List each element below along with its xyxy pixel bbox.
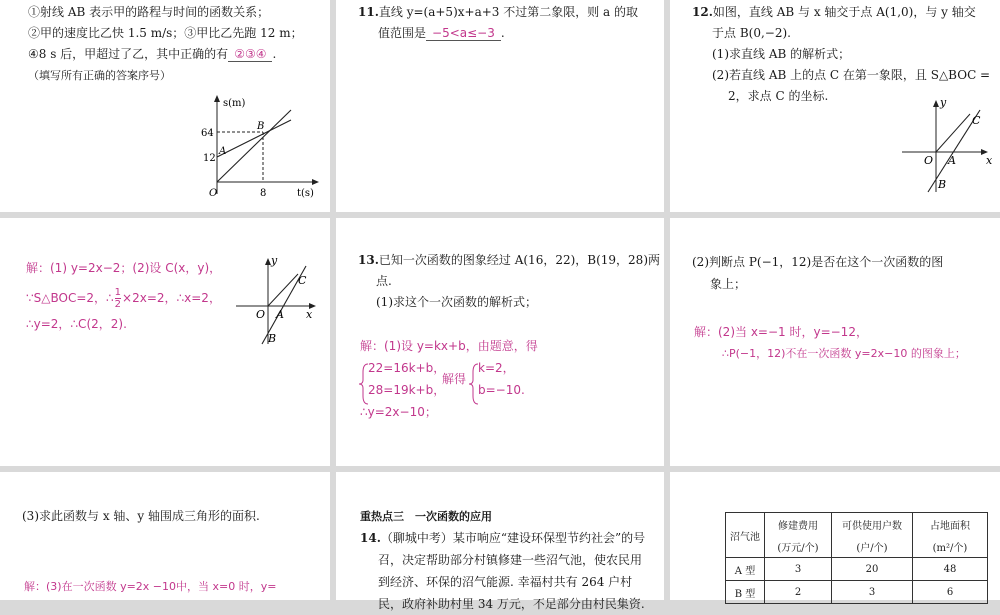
fraction-denominator: 2 bbox=[114, 299, 122, 310]
header-type: 沼气池 bbox=[726, 513, 765, 558]
row-b-type: B 型 bbox=[726, 581, 765, 604]
q12-line-3: (1)求直线 AB 的解析式； bbox=[712, 47, 851, 61]
q11-line-1 bbox=[358, 2, 638, 23]
distance-time-graph bbox=[195, 92, 325, 207]
q12-coordinate-graph bbox=[898, 96, 998, 196]
row-a-cost: 3 bbox=[765, 558, 832, 581]
unit-area: (m²/个) bbox=[913, 535, 988, 558]
sol12-line-2a: ∵S△BOC=2，∴ bbox=[26, 291, 114, 305]
row-b-households: 3 bbox=[832, 581, 913, 604]
biogas-table bbox=[725, 512, 988, 604]
q13-line-3: (1)求这个一次函数的解析式； bbox=[376, 295, 537, 309]
q14-number: 14. bbox=[360, 531, 381, 545]
q13-number: 13. bbox=[358, 253, 379, 267]
table-header-row bbox=[726, 513, 988, 536]
q14-text: （聊城中考）某市响应“建设环保型节约社会”的号 bbox=[380, 531, 646, 545]
panel-question-12 bbox=[670, 0, 1000, 212]
x-axis-arrow bbox=[312, 179, 319, 185]
panel-question-13 bbox=[336, 218, 664, 466]
sol12-line-2b: ×2x=2，∴x=2， bbox=[122, 291, 221, 305]
y-axis-label: s(m) bbox=[223, 98, 246, 109]
tick-8: 8 bbox=[260, 188, 267, 199]
solve-label: 解得 bbox=[442, 372, 467, 386]
q13-line-2: 点. bbox=[376, 274, 392, 288]
sol12-line-2 bbox=[26, 287, 221, 310]
table-row bbox=[726, 581, 988, 604]
a-label: A bbox=[948, 154, 956, 167]
answer-blank: ②③④ bbox=[228, 47, 272, 62]
sol12-line-3: ∴y=2，∴C(2，2). bbox=[26, 317, 127, 331]
point-a-label: A bbox=[219, 146, 227, 157]
q13-3-line-1: (3)求此函数与 x 轴、y 轴围成三角形的面积. bbox=[22, 509, 260, 523]
panel-question-13-part3 bbox=[0, 472, 330, 600]
o-label: O bbox=[256, 308, 266, 321]
line-yi bbox=[217, 120, 291, 157]
q11-end: . bbox=[500, 26, 505, 40]
line-jia bbox=[217, 110, 291, 182]
table-unit-row bbox=[726, 535, 988, 558]
q11-line-2 bbox=[378, 23, 505, 44]
sol13-line-4: ∴y=2x−10； bbox=[360, 405, 437, 419]
q11-number: 11. bbox=[358, 5, 379, 19]
y-label: y bbox=[271, 254, 278, 267]
row-b-area: 6 bbox=[913, 581, 988, 604]
unit-cost: (万元/个) bbox=[765, 535, 832, 558]
q13-2-line-2: 象上； bbox=[710, 277, 747, 291]
q12-line-5: 2，求点 C 的坐标. bbox=[728, 89, 829, 103]
unit-households: (户/个) bbox=[832, 535, 913, 558]
x-label: x bbox=[986, 154, 993, 167]
q12-line-2: 于点 B(0,−2). bbox=[712, 26, 791, 40]
header-area: 占地面积 bbox=[913, 513, 988, 536]
b-label: B bbox=[268, 332, 277, 345]
option-line-2: ②甲的速度比乙快 1.5 m/s；③甲比乙先跑 12 m； bbox=[28, 26, 303, 40]
option-line-3-end: . bbox=[272, 47, 277, 61]
header-cost: 修建费用 bbox=[765, 513, 832, 536]
q12-number: 12. bbox=[692, 5, 713, 19]
section-heading: 重热点三 一次函数的应用 bbox=[360, 510, 492, 523]
equation-1: 22=16k+b， bbox=[368, 361, 446, 375]
origin-label: O bbox=[209, 188, 218, 199]
x-label: x bbox=[306, 308, 313, 321]
y-label: y bbox=[940, 96, 947, 109]
sol12-graph bbox=[232, 254, 327, 346]
segment-oc bbox=[268, 274, 298, 306]
tick-64: 64 bbox=[201, 128, 214, 139]
panel-table bbox=[670, 472, 1000, 600]
option-line-3-text: ④8 s 后，甲超过了乙，其中正确的有 bbox=[28, 47, 229, 61]
fraction-numerator: 1 bbox=[114, 287, 122, 298]
sol13-3-line-1: 解：(3)在一次函数 y=2x −10中，当 x=0 时，y= bbox=[24, 580, 277, 593]
q12-line-4: (2)若直线 AB 上的点 C 在第一象限，且 S△BOC = bbox=[712, 68, 991, 82]
sol13-2-line-1: 解：(2)当 x=−1 时，y=−12， bbox=[694, 325, 868, 339]
panel-question-options bbox=[0, 0, 330, 212]
point-b-label: B bbox=[257, 121, 265, 132]
result-b: b=−10. bbox=[478, 383, 525, 397]
option-line-3 bbox=[28, 44, 276, 65]
q14-line-1 bbox=[360, 528, 645, 549]
b-label: B bbox=[938, 178, 947, 191]
y-axis-arrow bbox=[933, 100, 939, 107]
q11-text-2: 值范围是 bbox=[378, 26, 427, 40]
panel-question-11 bbox=[336, 0, 664, 212]
panel-question-14 bbox=[336, 472, 664, 611]
table-row bbox=[726, 558, 988, 581]
sol12-line-1: 解：(1) y=2x−2；(2)设 C(x，y)， bbox=[26, 261, 222, 275]
option-line-1: ①射线 AB 表示甲的路程与时间的函数关系； bbox=[28, 5, 270, 19]
q13-2-line-1: (2)判断点 P(−1，12)是否在这个一次函数的图 bbox=[692, 255, 944, 269]
hint-line: （填写所有正确的答案序号） bbox=[28, 69, 171, 82]
y-axis-arrow bbox=[214, 95, 220, 102]
result-k: k=2， bbox=[478, 361, 515, 375]
q11-text: 直线 y=(a+5)x+a+3 不过第二象限，则 a 的取 bbox=[378, 5, 639, 19]
panel-solution-12 bbox=[0, 218, 330, 466]
q11-answer: −5<a≤−3 bbox=[426, 26, 501, 41]
header-households: 可供使用户数 bbox=[832, 513, 913, 536]
sol13-line-1: 解：(1)设 y=kx+b，由题意，得 bbox=[360, 339, 538, 353]
equation-2: 28=19k+b， bbox=[368, 383, 446, 397]
c-label: C bbox=[298, 274, 307, 287]
q14-line-4: 民，政府补助村里 34 万元，不足部分由村民集资. bbox=[378, 597, 645, 611]
o-label: O bbox=[924, 154, 934, 167]
q12-text: 如图，直线 AB 与 x 轴交于点 A(1,0)，与 y 轴交 bbox=[712, 5, 976, 19]
sol13-2-line-2: ∴P(−1，12)不在一次函数 y=2x−10 的图象上； bbox=[722, 347, 966, 360]
q13-text: 已知一次函数的图象经过 A(16，22)，B(19，28)两 bbox=[378, 253, 660, 267]
q14-line-3: 到经济、环保的沼气能源. 幸福村共有 264 户村 bbox=[378, 575, 633, 589]
q14-line-2: 召，决定帮助部分村镇修建一些沼气池，使农民用 bbox=[378, 553, 643, 567]
q12-line-1 bbox=[692, 2, 976, 23]
row-a-type: A 型 bbox=[726, 558, 765, 581]
a-label: A bbox=[276, 308, 284, 321]
panel-question-13-part2 bbox=[670, 218, 1000, 466]
row-a-area: 48 bbox=[913, 558, 988, 581]
q13-line-1 bbox=[358, 250, 660, 271]
c-label: C bbox=[972, 114, 981, 127]
x-axis-label: t(s) bbox=[297, 188, 314, 199]
row-a-households: 20 bbox=[832, 558, 913, 581]
tick-12: 12 bbox=[203, 153, 216, 164]
row-b-cost: 2 bbox=[765, 581, 832, 604]
fraction-half bbox=[115, 287, 121, 310]
